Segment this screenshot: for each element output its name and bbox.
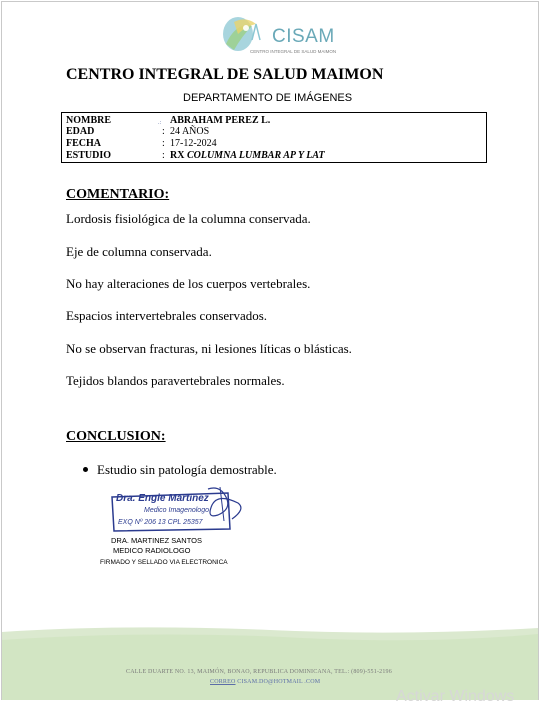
conclusion-item: Estudio sin patología demostrable.: [97, 462, 277, 477]
date-value: 17-12-2024: [170, 138, 217, 149]
signature-stamp: [108, 485, 253, 540]
date-label: FECHA: [66, 138, 101, 149]
date-colon: :: [162, 138, 165, 149]
comment-heading: COMENTARIO:: [66, 187, 170, 202]
signature-note: FIRMADO Y SELLADO VIA ELECTRONICA: [100, 559, 228, 566]
footer-email-label: CORREO: [210, 679, 236, 685]
doctor-name: DRA. MARTINEZ SANTOS: [111, 536, 202, 545]
study-value: [170, 150, 325, 162]
study-prefix: RX: [170, 150, 185, 161]
comment-line: Lordosis fisiológica de la columna conservada.: [66, 211, 311, 226]
comment-line: No hay alteraciones de los cuerpos vertebrales.: [66, 276, 311, 291]
study-name: COLUMNA LUMBAR AP Y LAT: [186, 150, 325, 161]
patient-info-box: [61, 112, 487, 163]
conclusion-heading: CONCLUSION:: [66, 429, 166, 444]
stamp-license: EXQ Nº 206 13 CPL 25357: [118, 519, 203, 526]
footer-email: [210, 679, 320, 685]
cisam-logo: [212, 14, 337, 62]
bullet-icon: [83, 467, 88, 472]
comment-line: Tejidos blandos paravertebrales normales.: [66, 373, 285, 388]
logo-subtitle: CENTRO INTEGRAL DE SALUD MAIMON: [250, 49, 337, 54]
stamp-name: Dra. Engie Martinez: [116, 493, 209, 504]
age-label: EDAD: [66, 126, 95, 137]
footer-address: CALLE DUARTE NO. 13, MAIMÓN, BONAO, REPUBLICA DOMINICANA, TEL.: (809)-551-2196: [126, 669, 392, 675]
doctor-role: MEDICO RADIOLOGO: [113, 546, 191, 555]
comment-line: Espacios intervertebrales conservados.: [66, 308, 268, 323]
age-colon: :: [162, 126, 165, 137]
stamp-role: Medico Imagenologo: [144, 507, 209, 514]
logo-wordmark: CISAM: [272, 26, 335, 47]
comment-line: No se observan fracturas, ni lesiones líticas o blásticas.: [66, 341, 352, 356]
org-title: CENTRO INTEGRAL DE SALUD MAIMON: [66, 66, 384, 83]
study-colon: :: [162, 150, 165, 161]
footer-email-address[interactable]: CISAM.DO@HOTMAIL .COM: [237, 679, 321, 685]
comment-line: Eje de columna conservada.: [66, 244, 212, 259]
department-title: DEPARTAMENTO DE IMÁGENES: [183, 92, 353, 104]
name-colon: .:: [158, 120, 162, 126]
name-label: NOMBRE: [66, 115, 111, 126]
study-label: ESTUDIO: [66, 150, 112, 161]
age-value: 24 AÑOS: [170, 126, 210, 137]
activation-watermark: Activar Windows: [396, 688, 515, 705]
name-value: ABRAHAM PEREZ L.: [170, 115, 271, 126]
